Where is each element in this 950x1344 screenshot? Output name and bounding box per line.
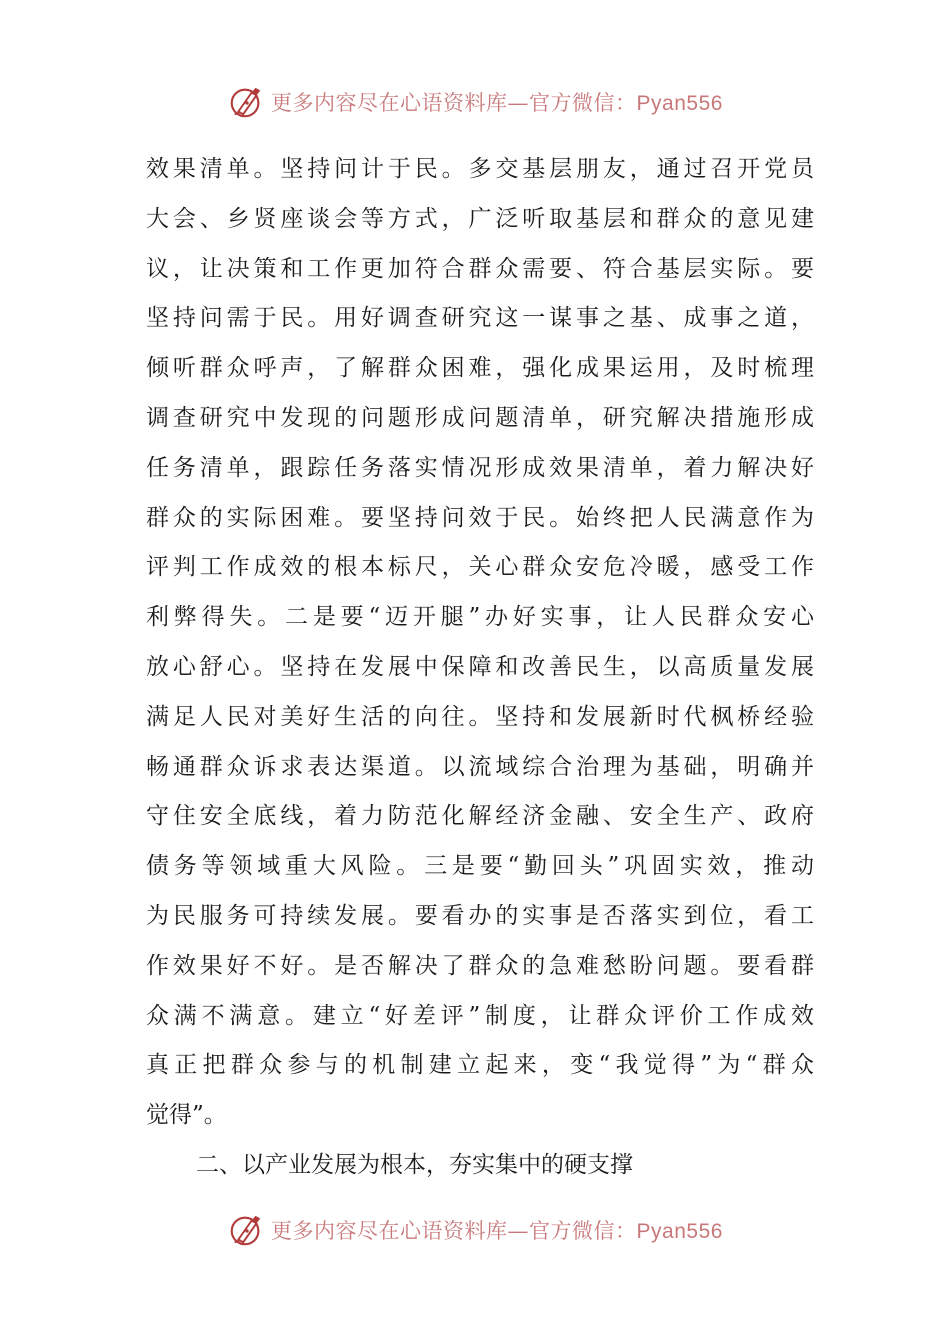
body-text-line: 为民服务可持续发展。要看办的实事是否落实到位，看工 xyxy=(146,902,814,929)
body-text-line: 评判工作成效的根本标尺，关心群众安危冷暖，感受工作 xyxy=(146,554,814,581)
pen-nib-circle-logo xyxy=(227,83,265,121)
header-banner-text: 更多内容尽在心语资料库—官方微信：Pyan556 xyxy=(271,91,723,115)
body-text-line: 大会、乡贤座谈会等方式，广泛听取基层和群众的意见建 xyxy=(146,205,814,232)
body-text-line: 债务等领域重大风险。三是要“勤回头”巩固实效，推动 xyxy=(146,853,814,880)
body-text-line: 守住安全底线，着力防范化解经济金融、安全生产、政府 xyxy=(146,803,814,830)
body-text-line: 效果清单。坚持问计于民。多交基层朋友，通过召开党员 xyxy=(146,156,814,182)
footer-banner xyxy=(0,1208,950,1252)
body-text-line: 放心舒心。坚持在发展中保障和改善民生，以高质量发展 xyxy=(146,653,814,680)
body-text-line: 议，让决策和工作更加符合群众需要、符合基层实际。要 xyxy=(146,255,814,282)
body-text-line: 满足人民对美好生活的向往。坚持和发展新时代枫桥经验 xyxy=(146,703,814,730)
body-text-line: 畅通群众诉求表达渠道。以流域综合治理为基础，明确并 xyxy=(146,753,814,780)
footer-banner-handle: Pyan556 xyxy=(636,1220,723,1243)
body-text-line: 觉得”。 xyxy=(146,1102,227,1129)
body-text-line: 调查研究中发现的问题形成问题清单，研究解决措施形成 xyxy=(146,404,814,431)
body-text-line: 倾听群众呼声，了解群众困难，强化成果运用，及时梳理 xyxy=(146,355,814,382)
body-text-line: 任务清单，跟踪任务落实情况形成效果清单，着力解决好 xyxy=(146,454,814,481)
document-body xyxy=(146,145,814,1191)
body-text-line: 众满不满意。建立“好差评”制度，让群众评价工作成效 xyxy=(146,1002,814,1029)
footer-banner-text: 更多内容尽在心语资料库—官方微信：Pyan556 xyxy=(271,1219,723,1243)
body-text-line: 坚持问需于民。用好调查研究这一谋事之基、成事之道， xyxy=(146,305,814,332)
body-text-line: 作效果好不好。是否解决了群众的急难愁盼问题。要看群 xyxy=(146,952,814,979)
body-text-line: 真正把群众参与的机制建立起来，变“我觉得”为“群众 xyxy=(146,1052,814,1079)
section-heading: 二、以产业发展为根本，夯实集中的硬支撑 xyxy=(196,1151,633,1178)
body-text-line: 群众的实际困难。要坚持问效于民。始终把人民满意作为 xyxy=(146,504,814,531)
header-banner xyxy=(0,80,950,124)
pen-nib-circle-logo xyxy=(227,1211,265,1249)
header-banner-handle: Pyan556 xyxy=(636,92,723,115)
body-text-line: 利弊得失。二是要“迈开腿”办好实事，让人民群众安心 xyxy=(146,604,814,631)
